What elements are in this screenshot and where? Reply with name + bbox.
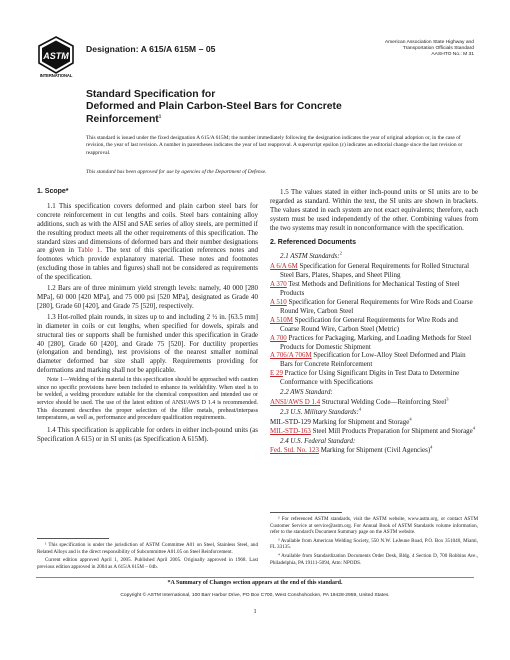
paragraph-1-5: 1.5 The values stated in either inch-pound units or SI units are to be regarded as standard. Within the text, the SI units are shown in brackets. The values stated in each system are not exact equivalents; therefore, each system must be used independently of the other. Combining values from the two systems may result in nonconformance with the specification. [270, 188, 478, 232]
svg-text:INTERNATIONAL: INTERNATIONAL [39, 73, 73, 78]
paragraph-1-2: 1.2 Bars are of three minimum yield strength levels: namely, 40 000 [280 MPa], 60 000 [420 MPa], and 75 000 psi [520 MPa], designated as Grade 40 [280], Grade 60 [420], and Grade 75 [520], respectively. [37, 284, 258, 310]
footnote: ³ Available from American Welding Society, 550 N.W. LeJeune Road, P.O. Box 351040, Miami, FL 33135. [270, 537, 478, 551]
table-1-link[interactable]: Table 1 [77, 246, 101, 255]
ref-item: Fed. Std. No. 123 Marking for Shipment (Civil Agencies)$^4$ [270, 445, 433, 455]
ref-link[interactable]: A 706/A 706M [270, 351, 312, 360]
ref-link[interactable]: E 29 [270, 369, 283, 378]
ref-item: A 6/A 6M Specification for General Requirements for Rolled Structural Steel Bars, Plates, Shapes, and Sheet Piling [270, 262, 470, 280]
ref-link[interactable]: A 370 [270, 280, 287, 289]
footnote-rule [37, 538, 109, 539]
aashto-block [324, 40, 474, 58]
paragraph-1-3: 1.3 Hot-rolled plain rounds, in sizes up to and including 2 ½ in. [63.5 mm] in diameter in coils or cut lengths, when specified for dowels, spirals and structural ties or supports shall be furnished under this specification in Grade 40 [280], Grade 60 [420], and Grade 75 [520]. For ductility properties (elongation and bending), test provisions of the nearest smaller nominal diameter deformed bar size shall apply. Requirements providing for deformations and marking shall not be applicable. [37, 312, 258, 375]
ref-item: A 510 Specification for General Requirements for Wire Rods and Coarse Round Wire, Carbon Steel [270, 297, 473, 315]
federal-standard-label: 2.4 U.S. Federal Standard: [280, 436, 356, 445]
aashto-line: Transportation Officials Standard [402, 46, 474, 51]
ref-link[interactable]: ANSI/AWS D 1.4 [270, 397, 321, 406]
paragraph-1-1: 1.1 This specification covers deformed and plain carbon steel bars for concrete reinforcement in cut lengths and coils. Steel bars containing alloy additions, such as with the AISI and SAE series of alloy steels, are permitted if the resulting product meets all the other requirements of this specification. The standard sizes and dimensions of deformed bars and their number designations are given in Table 1. The text of this specification references notes and footnotes which provide explanatory material. These notes and footnotes (excluding those in tables and figures) shall not be considered as requirements of the specification. [37, 201, 259, 282]
ref-link[interactable]: A 6/A 6M [270, 262, 298, 271]
designation: Designation: A 615/A 615M – 05 [86, 44, 216, 54]
ref-item: ANSI/AWS D 1.4 Structural Welding Code—Reinforcing Steel$^3$ [270, 396, 449, 406]
astm-logo [36, 36, 76, 78]
ref-link[interactable]: A 510 [270, 297, 287, 306]
defense-note: This standard has been approved for use by agencies of the Department of Defense. [86, 169, 267, 175]
ref-item: A 370 Test Methods and Definitions for Mechanical Testing of Steel Products [270, 280, 460, 298]
ref-link[interactable]: A 700 [270, 333, 287, 342]
aashto-line: American Association State Highway and [384, 40, 474, 45]
page-number: 1 [253, 608, 257, 615]
fixed-designation-note: This standard is issued under the fixed designation A 615/A 615M; the number immediately following the designation indicates the year of original adoption or, in the case of revision, the year of last revision. A number in parentheses indicates the year of last reapproval. A superscript epsilon (ε) indicates an editorial change since the last revision or reapproval. [86, 135, 463, 156]
summary-rule [36, 577, 474, 578]
ref-link[interactable]: Fed. Std. No. 123 [270, 446, 319, 455]
title-line: Reinforcement$^1$ [86, 113, 162, 125]
ref-item: E 29 Practice for Using Significant Digits in Test Data to Determine Conformance with Specifications [270, 369, 460, 387]
paragraph-1-4: 1.4 This specification is applicable for orders in either inch-pound units (as Specification A 615) or in SI units (as Specification A 615M). [37, 425, 258, 443]
footnotes-right [270, 516, 478, 568]
title-line: Deformed and Plain Carbon-Steel Bars for Concrete [86, 101, 342, 113]
svg-text:ASTM: ASTM [43, 51, 69, 61]
footnote-rule [270, 512, 342, 513]
document-title [86, 89, 386, 126]
aashto-line: AASHTO No.: M 31 [431, 52, 474, 57]
title-line: Standard Specification for [86, 89, 216, 100]
scope-heading: 1. Scope* [37, 188, 69, 195]
ref-item: A 510M Specification for General Requirements for Wire Rods and Coarse Round Wire, Carbon Steel (Metric) [270, 315, 458, 333]
astm-standards-label: 2.1 ASTM Standards:$^2$ [280, 251, 342, 261]
title-footnote-ref[interactable]: 1 [158, 113, 162, 119]
footnotes-left [37, 542, 258, 572]
left-column [37, 188, 258, 446]
right-column [270, 188, 478, 455]
military-standards-label: 2.3 U.S. Military Standards:$^4$ [280, 406, 362, 416]
ref-link[interactable]: MIL-STD-163 [270, 426, 311, 435]
footnote: Current edition approved April 1, 2005. Published April 2005. Originally approved in 1968. Last previous edition approved in 2004 as A 615/A 615M – 04b. [37, 557, 258, 570]
ref-item: A 706/A 706M Specification for Low-Alloy Steel Deformed and Plain Bars for Concrete Reinforcement [270, 351, 466, 369]
footnote: ² For referenced ASTM standards, visit the ASTM website, www.astm.org, or contact ASTM Customer Service at service@astm.org. For Annual Book of ASTM Standards volume information, refer to the standard's Document Summary page on the ASTM website. [270, 516, 478, 536]
ref-link[interactable]: A 510M [270, 315, 293, 324]
ref-item: MIL-STD-129 Marking for Shipment and Storage$^4$ [270, 416, 412, 426]
ref-item: A 700 Practices for Packaging, Marking, and Loading Methods for Steel Products for Domestic Shipment [270, 333, 472, 351]
ref-item: MIL-STD-163 Steel Mill Products Preparation for Shipment and Storage$^4$ [270, 425, 475, 435]
references-heading: 2. Referenced Documents [270, 238, 356, 246]
note-1: Note 1—Welding of the material in this specification should be approached with caution since no specific provisions have been included to enhance its weldability. When steel is to be welded, a welding procedure suitable for the chemical composition and intended use or service should be used. The use of the latest edition of ANSI/AWS D 1.4 is recommended. This document describes the proper selection of the filler metals, preheat/interpass temperatures, as well as, performance and procedure qualification requirements. [37, 377, 258, 422]
summary-of-changes-note: *A Summary of Changes section appears at the end of this standard. [167, 580, 343, 586]
footnote: ⁴ Available from Standardization Documents Order Desk, Bldg. 4 Section D, 700 Robbins Ave., Philadelphia, PA 19111-5094, Attn: NPODS. [270, 552, 478, 566]
aws-standard-label: 2.2 AWS Standard: [280, 388, 333, 397]
copyright: Copyright © ASTM International, 100 Barr Harbor Drive, PO Box C700, West Conshohocken, PA 19428-2959, United States. [120, 593, 390, 598]
footnote: ¹ This specification is under the jurisdiction of ASTM Committee A01 on Steel, Stainless Steel, and Related Alloys and is the direct responsibility of Subcommittee A01.05 on Steel Reinforcement. [37, 542, 258, 555]
